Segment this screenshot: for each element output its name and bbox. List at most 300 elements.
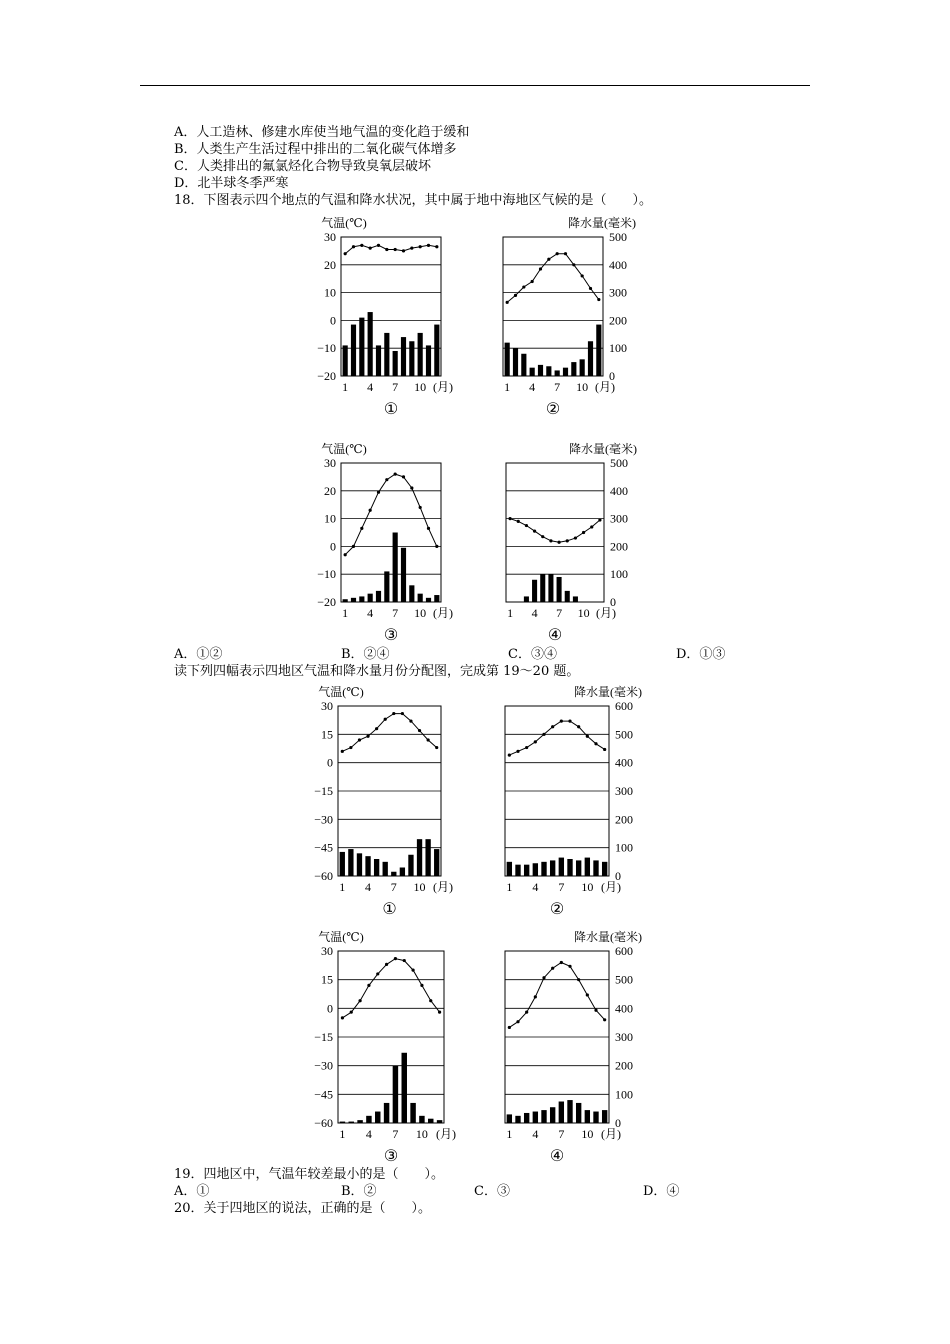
temp-point [572,263,575,266]
precip-bar [374,859,379,876]
precip-bar [559,858,564,876]
temp-point [352,545,355,548]
temp-point [427,738,430,741]
precip-bar [524,1113,529,1123]
temp-point [589,287,592,290]
month-tick-label: 10 [581,1127,594,1141]
temp-point [568,720,571,723]
month-tick-label: 1 [504,380,511,394]
q18-option-b: B．②④ [341,647,390,662]
temp-point [516,1020,519,1023]
q18-option-a: A．①② [174,647,223,662]
precip-bar [524,596,529,602]
month-tick-label: 7 [556,606,563,620]
precip-bar [565,591,570,602]
precip-bar [359,596,364,602]
precip-tick-label: 600 [615,944,633,958]
temp-point [547,258,550,261]
precip-bar [418,594,423,602]
q18-option-d: D．①③ [676,647,726,662]
precip-bar [524,865,529,876]
month-tick-label: 10 [577,606,590,620]
temp-point [560,720,563,723]
q19-option-b: B．② [341,1184,377,1199]
precip-tick-label: 100 [610,567,628,582]
chart-frame [506,463,604,602]
temp-point [376,972,379,975]
q17-option-b: B．人类生产生活过程中排出的二氧化碳气体增多 [174,142,457,157]
temp-tick-label: −20 [317,369,336,383]
precip-tick-label: 300 [609,285,627,300]
precip-bar [521,354,526,376]
month-tick-label: 10 [414,380,427,394]
temp-point [516,750,519,753]
precip-bar [426,345,431,376]
precip-bar [507,862,512,876]
month-tick-label: 4 [532,1127,539,1141]
precip-tick-label: 0 [609,369,615,383]
temp-point [403,959,406,962]
temp-tick-label: −10 [317,341,336,356]
temp-point [522,285,525,288]
month-tick-label: 1 [506,880,513,894]
temp-point [539,267,542,270]
precip-bar [359,318,364,376]
precip-bar [571,362,576,376]
precip-bar [596,325,601,376]
temp-tick-label: 0 [330,313,336,328]
chart-number: ④ [549,1148,565,1165]
temp-tick-label: 15 [321,727,333,742]
temp-tick-label: −20 [317,595,336,609]
temp-point [385,963,388,966]
temp-line [507,254,599,303]
temp-point [420,984,423,987]
precip-bar [540,574,545,602]
precip-bar [533,863,538,876]
q19-option-a: A．① [174,1184,210,1199]
temp-point [377,491,380,494]
temp-point [508,754,511,757]
month-tick-label: 1 [339,880,346,894]
temp-point [514,294,517,297]
month-tick-label: 1 [507,606,514,620]
temp-axis-label: 气温(℃) [321,216,367,230]
month-tick-label: 4 [367,606,374,620]
q17-option-a: A．人工造林、修建水库使当地气温的变化趋于缓和 [174,125,470,140]
precip-bar [426,598,431,602]
precip-bar [376,345,381,376]
temp-point [598,518,601,521]
temp-point [582,531,585,534]
precip-bar [348,849,353,876]
precip-bar [580,359,585,376]
month-tick-label: 1 [339,1127,346,1141]
precip-bar [351,325,356,376]
precip-bar [340,852,345,876]
precip-tick-label: 400 [609,257,627,272]
chart-number: ② [545,401,561,418]
precip-bar [357,853,362,876]
precip-bar [409,341,414,376]
temp-point [392,712,395,715]
temp-tick-label: −30 [314,1058,333,1073]
precip-bar [555,370,560,376]
temp-tick-label: −30 [314,812,333,827]
chart-frame [341,463,441,602]
temp-point [409,720,412,723]
temp-point [427,244,430,247]
chart-number: ① [382,901,397,918]
temp-tick-label: 0 [327,755,333,770]
temp-point [603,1018,606,1021]
temp-point [402,249,405,252]
month-tick-label: 7 [554,380,561,394]
precip-tick-label: 0 [610,595,616,609]
temp-point [369,509,372,512]
temp-point [402,475,405,478]
precip-bar [505,343,510,376]
temp-line [345,245,437,253]
q19-option-d: D．④ [643,1184,680,1199]
month-tick-label: 4 [367,380,374,394]
temp-point [560,961,563,964]
precip-bar [538,365,543,376]
temp-tick-label: 30 [324,456,336,470]
month-tick-label: 10 [414,606,427,620]
temp-point [508,1026,511,1029]
temp-point [525,746,528,749]
chart-number: ② [549,901,565,918]
precip-bar [365,856,370,876]
precip-bar [419,1116,424,1123]
precip-bar [434,849,439,876]
temp-tick-label: 15 [321,972,333,987]
precip-tick-label: 500 [610,456,628,470]
precip-bar [532,580,537,602]
temp-point [586,993,589,996]
month-tick-label: 4 [365,880,372,894]
precip-bar [343,345,348,376]
temp-axis-label: 气温(℃) [318,930,364,944]
temp-line [509,721,604,755]
precip-bar [393,1066,398,1123]
month-unit-label: (月) [433,606,453,620]
precip-bar [593,860,598,876]
precip-tick-label: 500 [615,727,633,742]
precip-bar [384,333,389,376]
temp-point [506,301,509,304]
temp-point [603,748,606,751]
temp-point [358,738,361,741]
chart-number: ③ [383,1148,399,1165]
temp-point [542,733,545,736]
temp-point [525,524,528,527]
precip-bar [393,351,398,376]
precip-bar [559,1102,564,1124]
temp-line [345,474,437,555]
precip-bar [515,1116,520,1123]
temp-line [510,519,600,543]
precip-bar [417,839,422,876]
temp-point [581,274,584,277]
temp-point [531,280,534,283]
precip-bar [434,325,439,376]
precip-tick-label: 200 [615,1058,633,1073]
precip-bar [351,598,356,602]
temp-point [410,486,413,489]
month-tick-label: 1 [342,380,349,394]
precip-bar [563,368,568,376]
temp-point [594,742,597,745]
precip-tick-label: 200 [610,539,628,554]
temp-point [568,965,571,968]
question-19: 19．四地区中，气温年较差最小的是（ ）。 [174,1167,445,1182]
intro-19-20: 读下列四幅表示四地区气温和降水量月份分配图，完成第 19～20 题。 [174,664,580,679]
temp-point [358,999,361,1002]
temp-point [360,527,363,530]
precip-bar [408,855,413,876]
month-tick-label: 10 [581,880,594,894]
temp-line [509,963,604,1028]
precip-bar [602,1110,607,1123]
temp-point [367,984,370,987]
temp-tick-label: 0 [330,539,336,554]
chart-number: ④ [547,627,563,644]
q19-option-c: C．③ [474,1184,510,1199]
precip-bar [401,548,406,602]
month-unit-label: (月) [601,880,621,894]
precip-bar [573,596,578,602]
month-tick-label: 7 [558,1127,565,1141]
temp-point [534,995,537,998]
temp-point [586,735,589,738]
precip-bar [384,571,389,602]
temp-tick-label: −15 [314,784,333,798]
precip-bar [357,1120,362,1123]
temp-point [385,248,388,251]
month-unit-label: (月) [436,1127,456,1141]
temp-point [549,539,552,542]
temp-axis-label: 气温(℃) [318,685,364,699]
temp-axis-label: 气温(℃) [321,442,367,456]
temp-point [551,725,554,728]
temp-tick-label: −15 [314,1030,333,1044]
precip-bar [384,1103,389,1123]
temp-tick-label: 30 [321,699,333,713]
temp-point [418,729,421,732]
temp-point [557,541,560,544]
precip-bar [515,865,520,876]
precip-bar [541,862,546,876]
temp-point [508,517,511,520]
temp-tick-label: 10 [324,511,336,526]
precip-bar [548,574,553,602]
temp-tick-label: −60 [314,869,333,883]
precip-axis-label: 降水量(毫米) [569,442,637,456]
precip-tick-label: 100 [615,1087,633,1102]
precip-bar [530,368,535,376]
precip-bar [567,859,572,876]
temp-tick-label: 20 [324,257,336,272]
precip-bar [434,595,439,602]
precip-bar [437,1120,442,1123]
temp-point [429,999,432,1002]
precip-tick-label: 0 [615,1116,621,1130]
precip-bar [546,366,551,376]
temp-point [384,718,387,721]
temp-point [341,1016,344,1019]
precip-tick-label: 100 [609,341,627,356]
precip-bar [375,1112,380,1123]
precip-bar [368,594,373,602]
precip-bar [418,333,423,376]
temp-tick-label: 0 [327,1001,333,1016]
temp-point [419,245,422,248]
precip-bar [402,1053,407,1123]
precip-tick-label: 500 [615,972,633,987]
month-unit-label: (月) [433,380,453,394]
temp-point [427,527,430,530]
month-tick-label: 4 [529,380,536,394]
temp-point [419,506,422,509]
temp-point [590,525,593,528]
precip-bar [343,599,348,602]
question-20: 20．关于四地区的说法，正确的是（ ）。 [174,1201,432,1216]
precip-bar [349,1122,354,1123]
precip-bar [507,1114,512,1123]
question-18: 18．下图表示四个地点的气温和降水状况，其中属于地中海地区气候的是（ ）。 [174,193,653,208]
temp-point [594,1009,597,1012]
temp-point [551,967,554,970]
precip-bar [602,862,607,876]
precip-axis-label: 降水量(毫米) [574,930,642,944]
temp-point [577,725,580,728]
temp-point [533,530,536,533]
temp-point [369,247,372,250]
temp-point [394,957,397,960]
temp-point [344,553,347,556]
temp-point [517,520,520,523]
temp-line [342,714,436,752]
precip-bar [366,1116,371,1123]
precip-bar [400,868,405,877]
temp-point [341,750,344,753]
chart-number: ③ [383,627,399,644]
precip-bar [376,591,381,602]
month-tick-label: 1 [342,606,349,620]
precip-tick-label: 200 [615,812,633,827]
temp-tick-label: 30 [324,230,336,244]
precip-bar [368,312,373,376]
precip-bar [585,858,590,876]
temp-point [534,740,537,743]
precip-bar [567,1100,572,1123]
precip-bar [401,337,406,376]
temp-point [435,545,438,548]
temp-point [556,252,559,255]
month-tick-label: 10 [415,1127,428,1141]
precip-tick-label: 100 [615,840,633,855]
temp-point [377,244,380,247]
temp-point [366,735,369,738]
temp-point [385,478,388,481]
temp-tick-label: 20 [324,483,336,498]
precip-bar [593,1112,598,1123]
temp-point [435,746,438,749]
month-tick-label: 7 [392,1127,399,1141]
temp-tick-label: 30 [321,944,333,958]
month-tick-label: 4 [365,1127,372,1141]
precip-bar [393,533,398,603]
precip-tick-label: 400 [615,755,633,770]
temp-point [577,978,580,981]
temp-point [375,727,378,730]
month-unit-label: (月) [601,1127,621,1141]
temp-point [410,247,413,250]
precip-bar [513,348,518,376]
month-unit-label: (月) [433,880,453,894]
precip-bar [410,1103,415,1123]
precip-tick-label: 300 [610,511,628,526]
temp-point [394,473,397,476]
q17-option-d: D．北半球冬季严寒 [174,176,289,191]
temp-point [541,535,544,538]
precip-axis-label: 降水量(毫米) [568,216,636,230]
temp-tick-label: −10 [317,567,336,582]
precip-bar [340,1122,345,1123]
precip-tick-label: 300 [615,784,633,798]
temp-point [438,1011,441,1014]
q17-option-c: C．人类排出的氟氯烃化合物导致臭氧层破坏 [174,159,431,174]
precip-bar [383,862,388,876]
precip-bar [428,1119,433,1123]
temp-point [564,252,567,255]
precip-bar [550,1107,555,1123]
temp-point [597,298,600,301]
month-tick-label: 10 [576,380,589,394]
precip-bar [576,1103,581,1123]
temp-tick-label: −45 [314,1087,333,1102]
temp-point [574,536,577,539]
precip-bar [409,585,414,602]
month-tick-label: 10 [413,880,426,894]
q18-option-c: C．③④ [508,647,557,662]
temp-point [344,252,347,255]
temp-point [401,712,404,715]
month-tick-label: 4 [531,606,538,620]
temp-point [349,746,352,749]
temp-line [342,959,439,1018]
precip-tick-label: 500 [609,230,627,244]
month-unit-label: (月) [595,380,615,394]
temp-point [411,969,414,972]
month-tick-label: 7 [558,880,565,894]
precip-tick-label: 600 [615,699,633,713]
precip-bar [550,860,555,876]
month-tick-label: 4 [532,880,539,894]
precip-bar [576,860,581,876]
precip-bar [533,1112,538,1123]
month-tick-label: 7 [390,880,397,894]
precip-axis-label: 降水量(毫米) [574,685,642,699]
precip-tick-label: 200 [609,313,627,328]
temp-point [566,539,569,542]
precip-tick-label: 400 [610,483,628,498]
precip-bar [391,872,396,876]
temp-point [350,1011,353,1014]
precip-bar [541,1110,546,1123]
